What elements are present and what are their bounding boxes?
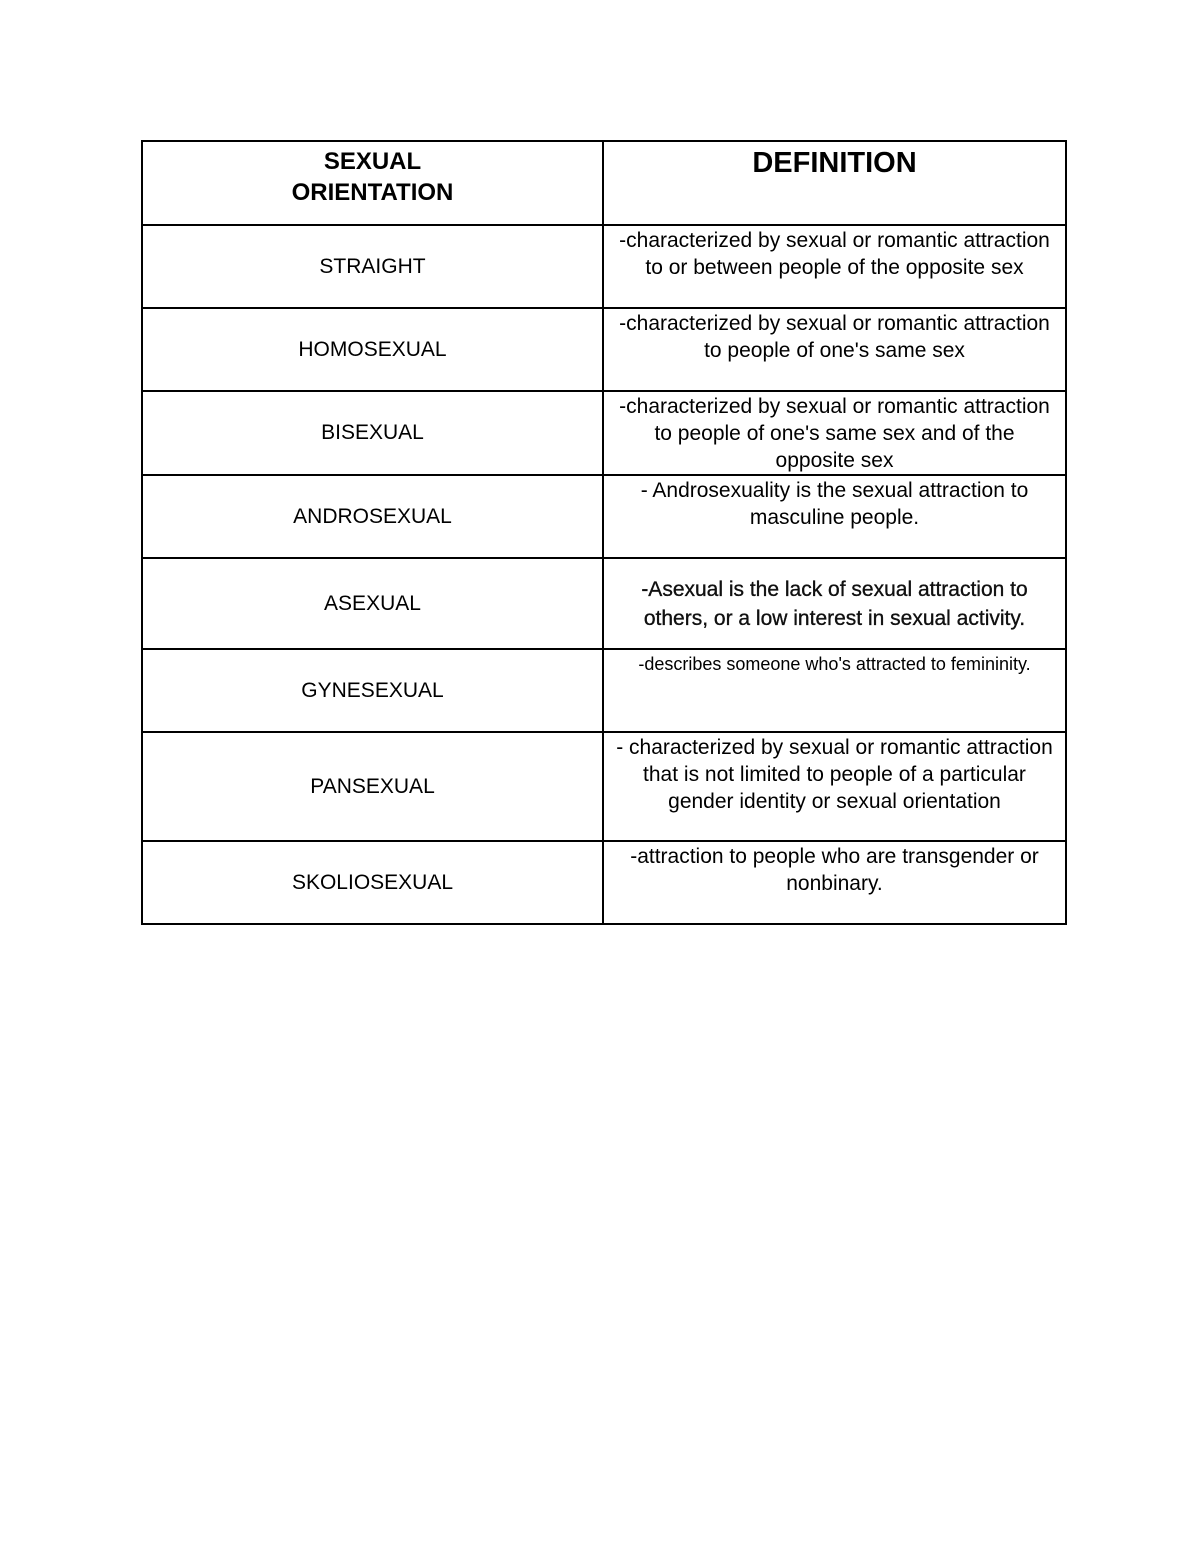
header-orientation-line1: SEXUAL bbox=[323, 148, 422, 175]
term-cell: ANDROSEXUAL bbox=[142, 475, 603, 558]
header-orientation-line2: ORIENTATION bbox=[291, 179, 454, 206]
table-row bbox=[142, 649, 1066, 732]
definition-cell: - characterized by sexual or romantic attraction that is not limited to people of a particular gender identity or sexual orientation bbox=[603, 732, 1066, 841]
definition-cell: -Asexual is the lack of sexual attraction to others, or a low interest in sexual activity. bbox=[603, 558, 1066, 649]
orientation-definition-table bbox=[141, 140, 1067, 925]
term-cell: ASEXUAL bbox=[142, 558, 603, 649]
definition-cell: -characterized by sexual or romantic attraction to people of one's same sex bbox=[603, 308, 1066, 391]
definition-cell: -attraction to people who are transgender or nonbinary. bbox=[603, 841, 1066, 924]
term-cell: PANSEXUAL bbox=[142, 732, 603, 841]
table-row bbox=[142, 391, 1066, 475]
term-cell: BISEXUAL bbox=[142, 391, 603, 475]
table-row bbox=[142, 225, 1066, 308]
term-cell: GYNESEXUAL bbox=[142, 649, 603, 732]
definition-cell: -characterized by sexual or romantic attraction to people of one's same sex and of the opposite sex bbox=[603, 391, 1066, 475]
table-row bbox=[142, 732, 1066, 841]
term-cell: SKOLIOSEXUAL bbox=[142, 841, 603, 924]
table-row bbox=[142, 475, 1066, 558]
definition-cell: - Androsexuality is the sexual attraction to masculine people. bbox=[603, 475, 1066, 558]
table-header-row bbox=[142, 141, 1066, 225]
definition-cell: -characterized by sexual or romantic attraction to or between people of the opposite sex bbox=[603, 225, 1066, 308]
definition-cell: -describes someone who's attracted to femininity. bbox=[603, 649, 1066, 732]
header-definition: DEFINITION bbox=[603, 141, 1066, 225]
table-row bbox=[142, 841, 1066, 924]
term-cell: STRAIGHT bbox=[142, 225, 603, 308]
table-row bbox=[142, 308, 1066, 391]
term-cell: HOMOSEXUAL bbox=[142, 308, 603, 391]
header-orientation bbox=[142, 141, 603, 225]
table-row bbox=[142, 558, 1066, 649]
